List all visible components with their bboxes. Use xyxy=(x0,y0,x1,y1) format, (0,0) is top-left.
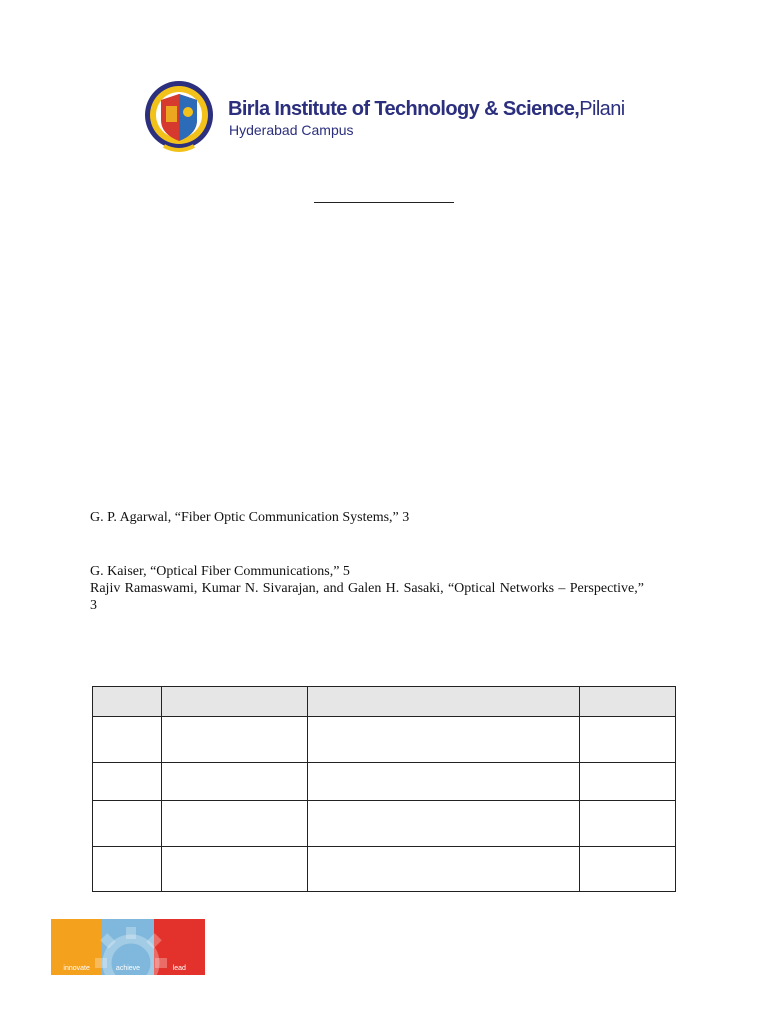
table-row xyxy=(93,763,676,801)
table-cell xyxy=(162,847,308,892)
institute-name xyxy=(228,98,625,121)
table-header-cell xyxy=(580,687,676,717)
footer-brand-band xyxy=(51,919,205,975)
table-cell xyxy=(580,847,676,892)
table-cell xyxy=(93,847,162,892)
table-cell xyxy=(162,763,308,801)
reference-book-kaiser: G. Kaiser, “Optical Fiber Communications,” 5 xyxy=(90,564,350,579)
band-achieve xyxy=(102,919,153,975)
table-cell xyxy=(308,763,580,801)
table-row xyxy=(93,801,676,847)
table-row xyxy=(93,847,676,892)
table-row xyxy=(93,717,676,763)
reference-text-book: G. P. Agarwal, “Fiber Optic Communication Systems,” 3 xyxy=(90,510,410,525)
table-cell xyxy=(162,801,308,847)
table-cell xyxy=(93,801,162,847)
table-cell xyxy=(308,717,580,763)
table-header-cell xyxy=(93,687,162,717)
bits-crest-logo xyxy=(144,78,214,156)
table-header-row xyxy=(93,687,676,717)
table-cell xyxy=(308,847,580,892)
table-cell xyxy=(308,801,580,847)
band-innovate xyxy=(51,919,102,975)
band-innovate-label: innovate xyxy=(63,965,90,972)
course-plan-table xyxy=(92,686,676,892)
institute-city: Pilani xyxy=(579,98,625,120)
table-cell xyxy=(162,717,308,763)
institute-main-name: Birla Institute of Technology & Science, xyxy=(228,98,580,120)
table-cell xyxy=(580,717,676,763)
table-cell xyxy=(580,801,676,847)
table-cell xyxy=(93,717,162,763)
campus-name: Hyderabad Campus xyxy=(229,122,354,138)
table-header-cell xyxy=(162,687,308,717)
table-cell xyxy=(93,763,162,801)
reference-book-ramaswami: Rajiv Ramaswami, Kumar N. Sivarajan, and Galen H. Sasaki, “Optical Networks – Perspective,” 3 xyxy=(90,581,644,613)
table-cell xyxy=(580,763,676,801)
band-lead xyxy=(154,919,205,975)
band-achieve-label: achieve xyxy=(115,965,141,972)
band-lead-label: lead xyxy=(172,965,186,972)
title-underline xyxy=(314,202,454,203)
table-header-cell xyxy=(308,687,580,717)
